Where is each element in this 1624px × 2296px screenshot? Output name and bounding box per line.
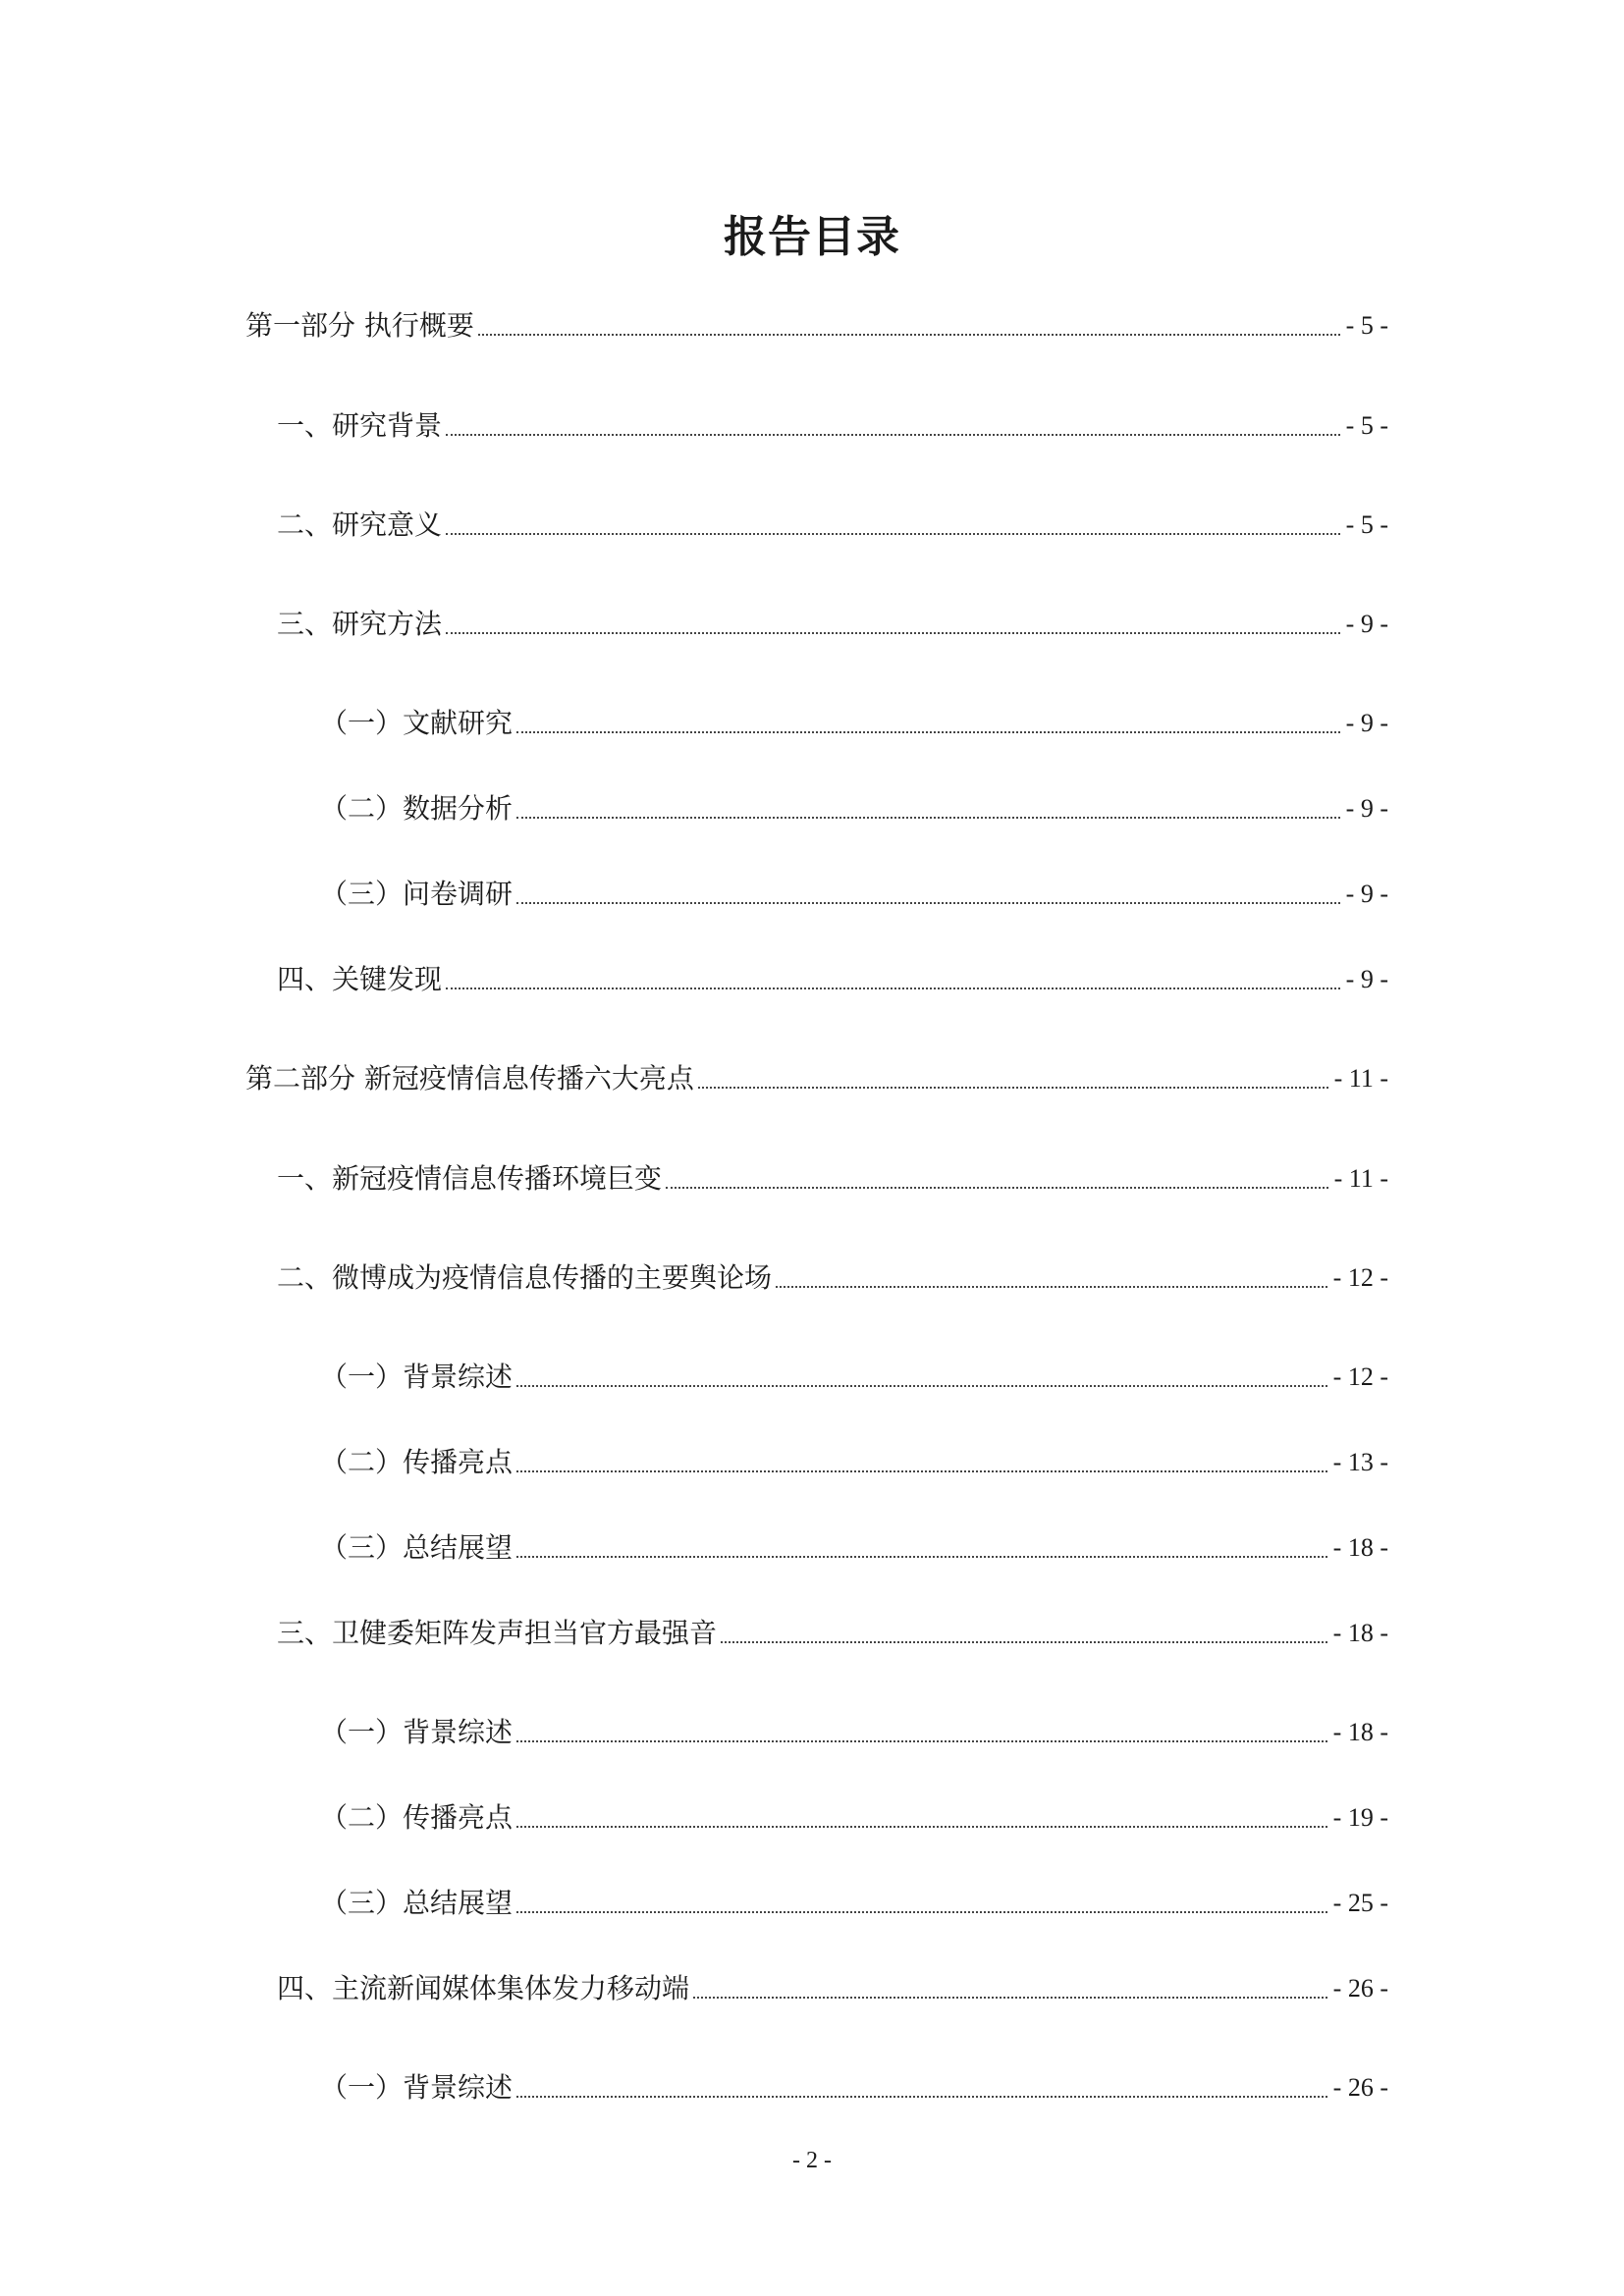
toc-entry-label: （二）数据分析 — [320, 792, 514, 825]
toc-entry-page: - 5 - — [1345, 510, 1388, 539]
toc-entry[interactable] — [320, 702, 1388, 745]
toc-leader-dots — [446, 988, 1340, 989]
toc-entry-page: - 26 - — [1332, 1974, 1388, 2002]
toc-entry[interactable] — [320, 873, 1388, 916]
toc-entry-label: 二、研究意义 — [277, 508, 443, 541]
toc-entry-label: （一）背景综述 — [320, 2071, 514, 2104]
toc-entry[interactable] — [320, 1711, 1388, 1754]
toc-entry-page: - 12 - — [1332, 1362, 1388, 1391]
toc-entry-page: - 13 - — [1332, 1448, 1388, 1476]
toc-leader-dots — [446, 434, 1340, 436]
toc-entry-page: - 25 - — [1332, 1889, 1388, 1917]
toc-entry-page: - 9 - — [1345, 610, 1388, 638]
toc-entry[interactable] — [277, 504, 1388, 547]
toc-entry-page: - 18 - — [1332, 1533, 1388, 1562]
toc-entry-label: （二）传播亮点 — [320, 1446, 514, 1478]
toc-entry-label: 四、主流新闻媒体集体发力移动端 — [277, 1972, 690, 2004]
toc-entry-page: - 11 - — [1333, 1164, 1388, 1193]
toc-entry-page: - 19 - — [1332, 1803, 1388, 1832]
toc-entry-label: （三）问卷调研 — [320, 878, 514, 910]
toc-leader-dots — [516, 731, 1340, 733]
toc-leader-dots — [516, 902, 1340, 904]
toc-entry[interactable] — [277, 404, 1388, 448]
toc-entry-label: （二）传播亮点 — [320, 1801, 514, 1834]
toc-entry[interactable] — [320, 787, 1388, 830]
toc-entry[interactable] — [277, 1256, 1388, 1300]
toc-entry[interactable] — [245, 1057, 1388, 1100]
toc-leader-dots — [516, 1740, 1327, 1742]
toc-entry-label: （一）背景综述 — [320, 1716, 514, 1748]
page-title: 报告目录 — [724, 212, 900, 262]
toc-entry[interactable] — [277, 1612, 1388, 1655]
toc-leader-dots — [516, 817, 1340, 819]
toc-entry[interactable] — [320, 1882, 1388, 1925]
toc-leader-dots — [516, 1556, 1327, 1558]
toc-entry-label: 第二部分 新冠疫情信息传播六大亮点 — [245, 1062, 694, 1095]
toc-leader-dots — [446, 533, 1340, 535]
toc-entry-page: - 12 - — [1332, 1263, 1388, 1292]
toc-entry-label: 二、微博成为疫情信息传播的主要舆论场 — [277, 1261, 773, 1294]
toc-entry[interactable] — [320, 1526, 1388, 1570]
toc-entry[interactable] — [277, 958, 1388, 1001]
toc-entry[interactable] — [245, 304, 1388, 347]
toc-entry-page: - 9 - — [1345, 709, 1388, 737]
toc-entry[interactable] — [320, 2066, 1388, 2109]
toc-leader-dots — [478, 334, 1340, 336]
toc-entry-label: （一）文献研究 — [320, 707, 514, 739]
toc-leader-dots — [516, 1826, 1327, 1828]
toc-entry[interactable] — [320, 1796, 1388, 1840]
toc-entry-label: 四、关键发现 — [277, 963, 443, 995]
toc-entry-label: （三）总结展望 — [320, 1531, 514, 1564]
toc-entry[interactable] — [320, 1356, 1388, 1399]
toc-leader-dots — [698, 1087, 1328, 1089]
toc-leader-dots — [721, 1641, 1327, 1643]
toc-leader-dots — [666, 1187, 1328, 1189]
toc-entry-page: - 11 - — [1333, 1064, 1388, 1093]
toc-leader-dots — [516, 1385, 1327, 1387]
toc-entry-label: 第一部分 执行概要 — [245, 309, 474, 342]
toc-entry-page: - 5 - — [1345, 311, 1388, 340]
toc-entry-page: - 9 - — [1345, 965, 1388, 993]
toc-entry[interactable] — [277, 603, 1388, 646]
toc-entry-page: - 18 - — [1332, 1718, 1388, 1746]
toc-leader-dots — [446, 632, 1340, 634]
toc-entry-label: （一）背景综述 — [320, 1361, 514, 1393]
toc-leader-dots — [516, 1911, 1327, 1913]
toc-entry-page: - 5 - — [1345, 411, 1388, 440]
toc-entry[interactable] — [277, 1157, 1388, 1201]
page-number: - 2 - — [792, 2148, 832, 2173]
toc-leader-dots — [516, 1470, 1327, 1472]
toc-entry-page: - 18 - — [1332, 1619, 1388, 1647]
toc-entry-label: （三）总结展望 — [320, 1887, 514, 1919]
toc-entry-label: 三、卫健委矩阵发声担当官方最强音 — [277, 1617, 718, 1649]
toc-leader-dots — [516, 2096, 1327, 2098]
toc-entry[interactable] — [277, 1967, 1388, 2010]
toc-entry-page: - 9 - — [1345, 880, 1388, 908]
toc-leader-dots — [776, 1286, 1327, 1288]
toc-entry-page: - 9 - — [1345, 794, 1388, 823]
toc-entry-label: 一、研究背景 — [277, 409, 443, 442]
toc-entry[interactable] — [320, 1441, 1388, 1484]
toc-entry-label: 三、研究方法 — [277, 608, 443, 640]
toc-entry-page: - 26 - — [1332, 2073, 1388, 2102]
toc-leader-dots — [693, 1997, 1327, 1999]
toc-entry-label: 一、新冠疫情信息传播环境巨变 — [277, 1162, 663, 1195]
